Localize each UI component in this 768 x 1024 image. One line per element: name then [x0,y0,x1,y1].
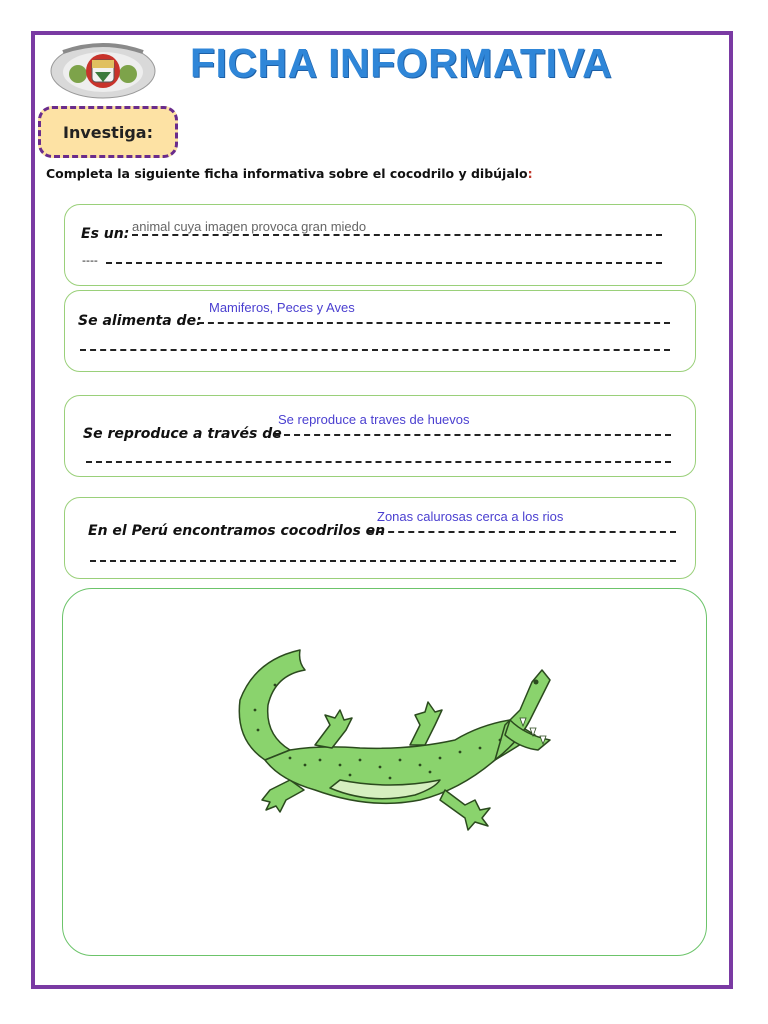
answer-line [106,262,662,264]
page-title: FICHA INFORMATIVA [190,40,613,86]
instruction-text [46,166,533,181]
field-label-peru: En el Perú encontramos cocodrilos en [88,523,386,539]
field-answer-es-un[interactable]: animal cuya imagen provoca gran miedo [132,219,367,234]
instruction-body: Completa la siguiente ficha informativa sobre el cocodrilo y dibújalo [46,166,528,181]
answer-line [80,349,670,351]
answer-line [132,234,662,236]
field-label-es-un: Es un: [81,226,130,242]
field-box-es-un [64,204,696,286]
answer-line [90,560,676,562]
field-answer-reproduce[interactable]: Se reproduce a traves de huevos [278,412,470,427]
coat-of-arms-logo-icon [48,38,158,100]
crocodile-drawing-icon [220,640,560,840]
field-continuation-es-un: ---- [82,254,98,267]
field-answer-peru[interactable]: Zonas calurosas cerca a los rios [377,509,564,524]
field-answer-alimenta[interactable]: Mamiferos, Peces y Aves [209,300,355,315]
field-label-reproduce: Se reproduce a través de [83,426,282,442]
answer-line [274,434,671,436]
answer-line [86,461,671,463]
field-box-alimenta [64,290,696,372]
answer-line [198,322,670,324]
investiga-tag: Investiga: [38,106,178,158]
instruction-colon: : [527,166,533,181]
field-label-alimenta: Se alimenta de: [78,313,202,329]
answer-line [368,531,676,533]
